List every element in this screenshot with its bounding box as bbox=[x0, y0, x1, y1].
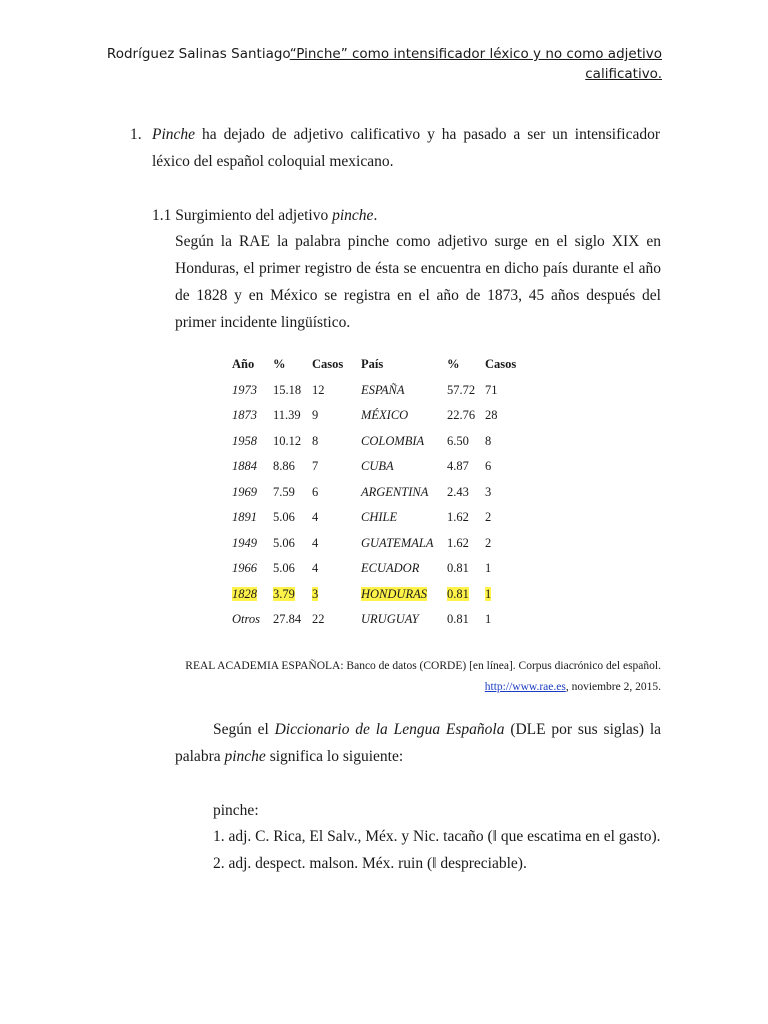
cell-country: URUGUAY bbox=[361, 612, 419, 627]
cell-country-cases: 28 bbox=[485, 408, 498, 423]
dle-text: Según el bbox=[213, 721, 275, 738]
cell-country-cases: 6 bbox=[485, 459, 492, 474]
section-1-text: ha dejado de adjetivo calificativo y ha pasado a ser un intensificador léxico del español coloquial mexicano. bbox=[152, 126, 660, 170]
cell-year-percent bbox=[273, 582, 312, 608]
col-header-percent: % bbox=[447, 357, 460, 372]
highlighted-value: 1828 bbox=[232, 586, 257, 601]
table-row bbox=[232, 582, 525, 608]
cell-year-cases: 8 bbox=[312, 433, 319, 448]
cell-country bbox=[361, 582, 447, 608]
dle-text: significa lo siguiente: bbox=[265, 748, 404, 765]
table-row bbox=[232, 480, 525, 506]
cell-year: 1873 bbox=[232, 408, 257, 423]
highlighted-value: 3.79 bbox=[273, 586, 295, 601]
document-header bbox=[102, 44, 662, 84]
cell-year-percent: 10.12 bbox=[273, 433, 302, 448]
table-row bbox=[232, 607, 525, 633]
highlighted-value: HONDURAS bbox=[361, 586, 427, 601]
cell-country: GUATEMALA bbox=[361, 535, 434, 550]
cell-year: 1949 bbox=[232, 535, 257, 550]
table-row bbox=[232, 454, 525, 480]
cell-country: MÉXICO bbox=[361, 408, 409, 423]
cell-country-cases: 1 bbox=[485, 561, 492, 576]
cell-country: ESPAÑA bbox=[361, 382, 405, 397]
definition-word: pinche: bbox=[213, 802, 259, 819]
definition-2: 2. adj. despect. malson. Méx. ruin (‖ despreciable). bbox=[213, 855, 527, 872]
cell-year: 1966 bbox=[232, 561, 257, 576]
highlighted-value: 1 bbox=[485, 586, 492, 601]
cell-year: Otros bbox=[232, 612, 261, 627]
frequency-table bbox=[232, 352, 525, 633]
table-row bbox=[232, 429, 525, 455]
dle-text: (DLE por sus siglas) la palabra bbox=[175, 721, 662, 765]
table-row bbox=[232, 505, 525, 531]
cell-year: 1958 bbox=[232, 433, 257, 448]
definition-1: 1. adj. C. Rica, El Salv., Méx. y Nic. tacaño (‖ que escatima en el gasto). bbox=[213, 828, 661, 845]
highlighted-value: 0.81 bbox=[447, 586, 469, 601]
cell-year: 1891 bbox=[232, 510, 257, 525]
cell-country-cases: 71 bbox=[485, 382, 498, 397]
cell-year-percent: 5.06 bbox=[273, 561, 295, 576]
citation-line bbox=[141, 677, 661, 698]
subsection-heading-term: pinche bbox=[332, 207, 374, 224]
subsection-heading-text: 1.1 Surgimiento del adjetivo bbox=[152, 207, 333, 224]
cell-year-cases: 7 bbox=[312, 459, 319, 474]
dle-paragraph bbox=[175, 716, 661, 770]
cell-year: 1884 bbox=[232, 459, 257, 474]
col-header-year: Año bbox=[232, 357, 255, 372]
col-header-cases: Casos bbox=[485, 357, 517, 372]
table-row bbox=[232, 531, 525, 557]
cell-year: 1969 bbox=[232, 484, 257, 499]
cell-year-percent: 5.06 bbox=[273, 510, 295, 525]
cell-year: 1973 bbox=[232, 382, 257, 397]
cell-country-percent: 0.81 bbox=[447, 612, 469, 627]
cell-year-percent: 7.59 bbox=[273, 484, 295, 499]
cell-country-percent: 1.62 bbox=[447, 510, 469, 525]
cell-country-cases: 2 bbox=[485, 535, 492, 550]
cell-country-cases: 2 bbox=[485, 510, 492, 525]
cell-year-percent: 27.84 bbox=[273, 612, 302, 627]
section-1-paragraph bbox=[152, 121, 660, 175]
col-header-cases: Casos bbox=[312, 357, 344, 372]
cell-country: CHILE bbox=[361, 510, 398, 525]
col-header-country: País bbox=[361, 357, 384, 372]
cell-country-percent: 6.50 bbox=[447, 433, 469, 448]
citation-source: REAL ACADEMIA ESPAÑOLA: Banco de datos (CORDE) [en línea]. Corpus diacrónico del español. bbox=[185, 660, 661, 672]
cell-country: ARGENTINA bbox=[361, 484, 429, 499]
cell-year-cases: 9 bbox=[312, 408, 319, 423]
table-row bbox=[232, 403, 525, 429]
citation-link[interactable]: http://www.rae.es bbox=[484, 681, 566, 693]
cell-country-percent: 2.43 bbox=[447, 484, 469, 499]
cell-country-percent bbox=[447, 582, 485, 608]
cell-country-percent: 57.72 bbox=[447, 382, 476, 397]
cell-country-cases: 1 bbox=[485, 612, 492, 627]
cell-country-cases: 3 bbox=[485, 484, 492, 499]
dictionary-name: Diccionario de la Lengua Española bbox=[274, 721, 505, 738]
cell-year-percent: 15.18 bbox=[273, 382, 302, 397]
highlighted-value: 3 bbox=[312, 586, 319, 601]
citation-date: , noviembre 2, 2015. bbox=[565, 681, 661, 693]
cell-country: COLOMBIA bbox=[361, 433, 425, 448]
cell-year-percent: 11.39 bbox=[273, 408, 301, 423]
table-header-row bbox=[232, 352, 525, 378]
subsection-heading bbox=[152, 202, 377, 229]
table-row bbox=[232, 556, 525, 582]
cell-year-cases: 4 bbox=[312, 561, 319, 576]
author-name: Rodríguez Salinas Santiago bbox=[106, 46, 290, 62]
subsection-body: Según la RAE la palabra pinche como adjetivo surge en el siglo XIX en Honduras, el primer registro de ésta se encuentra en dicho país durante el año de 1828 y en México se registra en el año de 1873, 45 años después del primer incidente lingüístico. bbox=[175, 233, 661, 331]
cell-year bbox=[232, 582, 273, 608]
cell-country-percent: 0.81 bbox=[447, 561, 469, 576]
term-pinche: pinche bbox=[224, 748, 266, 765]
table-row bbox=[232, 378, 525, 404]
cell-year-cases: 4 bbox=[312, 510, 319, 525]
cell-year-cases: 6 bbox=[312, 484, 319, 499]
cell-year-cases: 12 bbox=[312, 382, 325, 397]
cell-year-percent: 8.86 bbox=[273, 459, 295, 474]
cell-country-percent: 1.62 bbox=[447, 535, 469, 550]
term-pinche: Pinche bbox=[152, 126, 196, 143]
cell-year-cases bbox=[312, 582, 361, 608]
cell-country-percent: 22.76 bbox=[447, 408, 476, 423]
cell-country: ECUADOR bbox=[361, 561, 420, 576]
cell-year-cases: 22 bbox=[312, 612, 325, 627]
subsection-heading-suffix: . bbox=[373, 207, 378, 224]
cell-year-percent: 5.06 bbox=[273, 535, 295, 550]
document-title: “Pinche” como intensificador léxico y no como adjetivo calificativo. bbox=[289, 46, 662, 82]
cell-country-cases bbox=[485, 582, 525, 608]
cell-country: CUBA bbox=[361, 459, 394, 474]
section-number: 1. bbox=[130, 126, 142, 143]
col-header-percent: % bbox=[273, 357, 286, 372]
cell-country-cases: 8 bbox=[485, 433, 492, 448]
cell-year-cases: 4 bbox=[312, 535, 319, 550]
cell-country-percent: 4.87 bbox=[447, 459, 469, 474]
